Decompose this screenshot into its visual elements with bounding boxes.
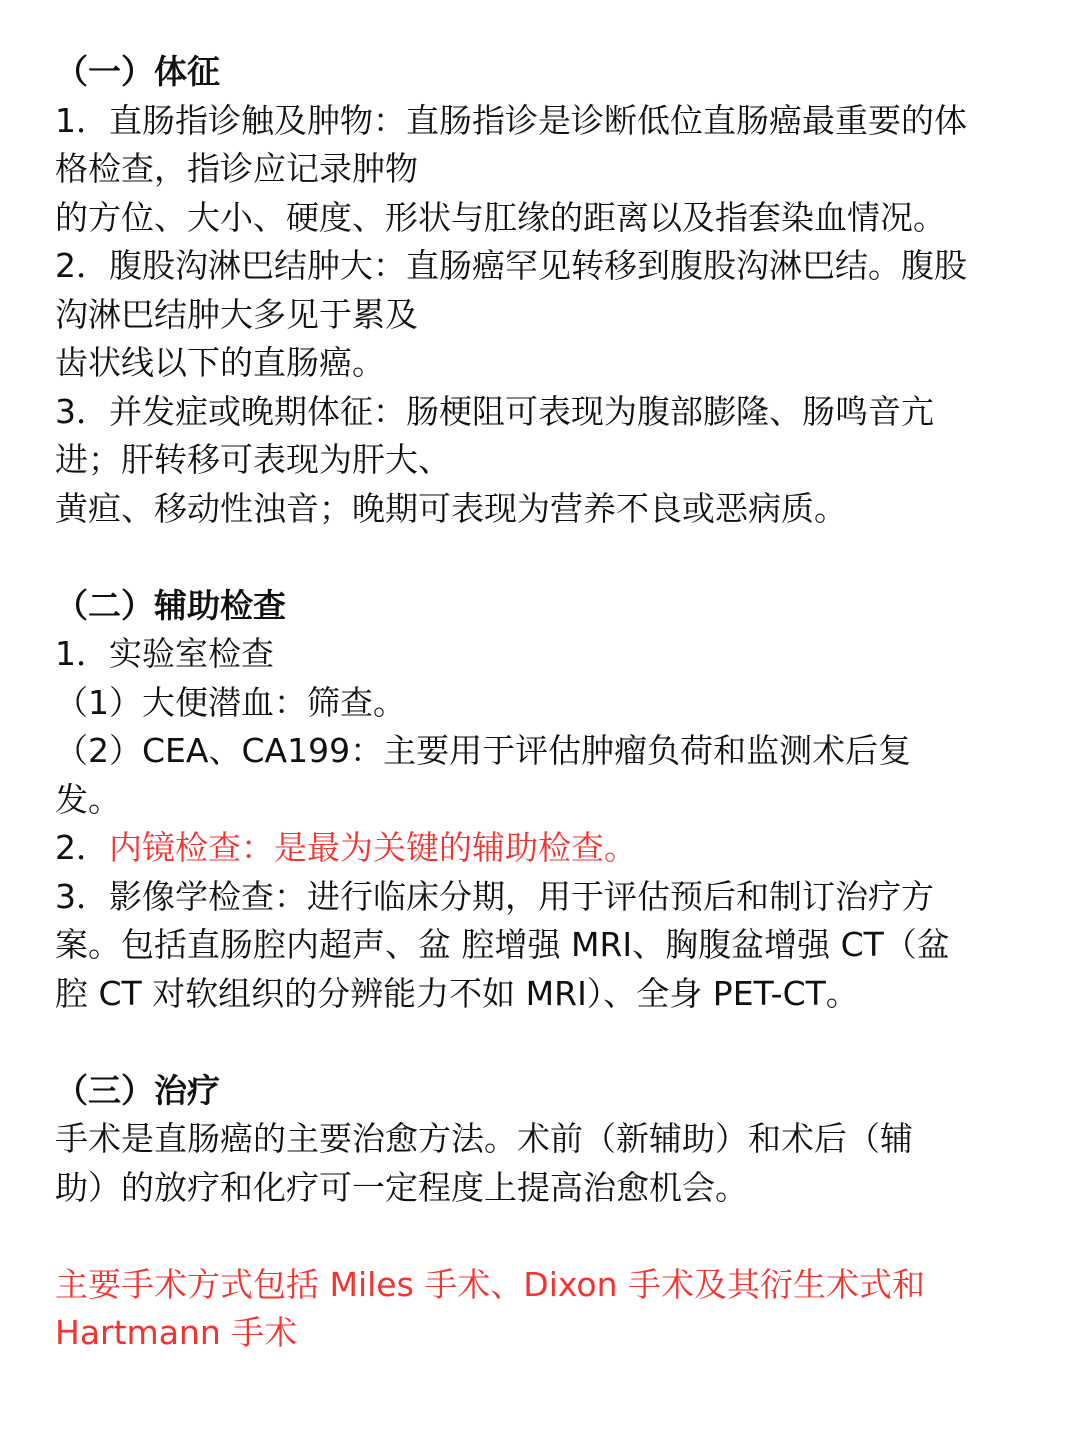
signs-line: 黄疸、移动性浊音；晚期可表现为营养不良或恶病质。: [55, 488, 847, 528]
signs-line: 格检查，指诊应记录肿物: [55, 149, 418, 188]
lab-exam-item: （2）CEA、CA199：主要用于评估肿瘤负荷和监测术后复: [55, 731, 912, 770]
imaging-line: 案。包括直肠腔内超声、盆 腔增强 MRI、胸腹盆增强 CT（盆: [55, 925, 950, 964]
section-spacer: [55, 1212, 1045, 1261]
endoscopy-number: 2．: [55, 828, 109, 867]
signs-line: 沟淋巴结肿大多见于累及: [55, 294, 418, 334]
endoscopy-line: [55, 824, 1045, 873]
lab-exam-item: （1）大便潜血：筛查。: [55, 682, 406, 722]
signs-line: 3．并发症或晚期体征：肠梗阻可表现为腹部膨隆、肠鸣音亢: [55, 391, 934, 431]
imaging-line: 3．影像学检查：进行临床分期，用于评估预后和制订治疗方: [55, 876, 934, 916]
section-spacer: [55, 533, 1045, 582]
signs-line: 1．直肠指诊触及肿物：直肠指诊是诊断低位直肠癌最重要的体: [55, 100, 967, 140]
treatment-line: 手术是直肠癌的主要治愈方法。术前（新辅助）和术后（辅: [55, 1119, 913, 1158]
surgery-highlight-line: 主要手术方式包括 Miles 手术、Dixon 手术及其衍生术式和: [55, 1264, 925, 1304]
lab-exam-item: 发。: [55, 779, 121, 819]
signs-line: 2．腹股沟淋巴结肿大：直肠癌罕见转移到腹股沟淋巴结。腹股: [55, 246, 967, 285]
lab-exam-title: 1．实验室检查: [55, 634, 274, 673]
document-page: [55, 48, 1045, 1358]
surgery-highlight-line: Hartmann 手术: [55, 1313, 298, 1352]
signs-line: 的方位、大小、硬度、形状与肛缘的距离以及指套染血情况。: [55, 197, 946, 237]
imaging-line: 腔 CT 对软组织的分辨能力不如 MRI）、全身 PET-CT。: [55, 973, 859, 1013]
endoscopy-highlight: 内镜检查：是最为关键的辅助检查。: [109, 828, 637, 867]
section-spacer: [55, 1018, 1045, 1067]
section-heading-treatment: （三）治疗: [55, 1070, 220, 1110]
signs-line: 齿状线以下的直肠癌。: [55, 343, 385, 382]
section-heading-exams: （二）辅助检查: [55, 585, 286, 625]
signs-line: 进；肝转移可表现为肝大、: [55, 440, 451, 479]
section-heading-signs: （一）体征: [55, 52, 220, 91]
treatment-line: 助）的放疗和化疗可一定程度上提高治愈机会。: [55, 1167, 748, 1207]
